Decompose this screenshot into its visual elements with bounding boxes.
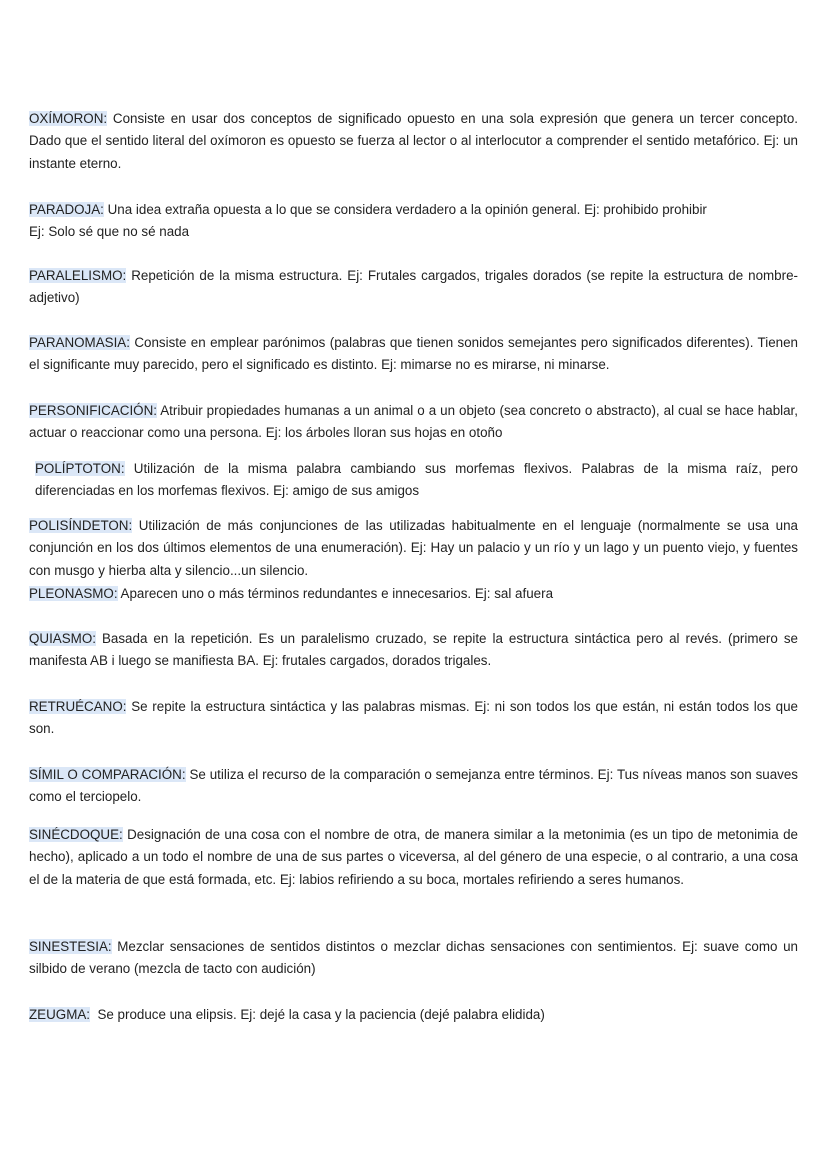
- definition: Consiste en emplear parónimos (palabras que tienen sonidos semejantes pero significados diferentes). Tienen el significante muy parecido, pero el significado es distinto. Ej: mimarse no es mirarse, ni minarse.: [29, 335, 798, 373]
- term-label: SINESTESIA:: [29, 939, 112, 954]
- term-label: QUIASMO:: [29, 631, 96, 646]
- entry-poliptoton: [35, 458, 798, 503]
- definition: Utilización de más conjunciones de las utilizadas habitualmente en el lenguaje (normalmente se usa una conjunción en los dos últimos elementos de una enumeración). Ej: Hay un palacio y un río y un lago y un puento viejo, y fuentes con musgo y hierba alta y silencio...un silencio.: [29, 518, 798, 578]
- term-label: PARADOJA:: [29, 202, 104, 217]
- entry-paralelismo: [29, 265, 798, 310]
- term-label: ZEUGMA:: [29, 1007, 91, 1022]
- term-label: PLEONASMO:: [29, 586, 118, 601]
- definition: Basada en la repetición. Es un paralelismo cruzado, se repite la estructura sintáctica pero al revés. (primero se manifesta AB i luego se manifiesta BA. Ej: frutales cargados, dorados trigales.: [29, 631, 798, 669]
- definition: Repetición de la misma estructura. Ej: Frutales cargados, trigales dorados (se repite la estructura de nombre-adjetivo): [29, 268, 798, 306]
- term-label: POLÍPTOTON:: [35, 461, 125, 476]
- entry-quiasmo: [29, 628, 798, 673]
- term-label: OXÍMORON:: [29, 111, 108, 126]
- entry-paranomasia: [29, 332, 798, 377]
- term-label: PARANOMASIA:: [29, 335, 130, 350]
- term-label: RETRUÉCANO:: [29, 699, 127, 714]
- definition: Utilización de la misma palabra cambiando sus morfemas flexivos. Palabras de la misma raíz, pero diferenciadas en los morfemas flexivos. Ej: amigo de sus amigos: [35, 461, 798, 499]
- entry-simil: [29, 764, 798, 809]
- entry-personificacion: [29, 400, 798, 445]
- definition: Se produce una elipsis. Ej: dejé la casa y la paciencia (dejé palabra elidida): [90, 1007, 545, 1022]
- definition: Se utiliza el recurso de la comparación o semejanza entre términos. Ej: Tus níveas manos son suaves como el terciopelo.: [29, 767, 798, 805]
- definition: Una idea extraña opuesta a lo que se considera verdadero a la opinión general. Ej: prohibido prohibir: [103, 202, 707, 217]
- term-label: SÍMIL O COMPARACIÓN:: [29, 767, 186, 782]
- entry-oximoron: [29, 108, 798, 175]
- entry-paradoja: [29, 199, 798, 244]
- entry-retruecano: [29, 696, 798, 741]
- term-label: PARALELISMO:: [29, 268, 127, 283]
- definition: Se repite la estructura sintáctica y las palabras mismas. Ej: ni son todos los que están, ni están todos los que son.: [29, 699, 798, 737]
- term-label: PERSONIFICACIÓN:: [29, 403, 157, 418]
- entry-sinestesia: [29, 936, 798, 981]
- entry-pleonasmo: [29, 583, 798, 605]
- definition: Designación de una cosa con el nombre de otra, de manera similar a la metonimia (es un tipo de metonimia de hecho), aplicado a un todo el nombre de una de sus partes o viceversa, al del género de una especie, o al contrario, a una cosa el de la materia de que está formada, etc. Ej: labios refiriendo a su boca, mortales refiriendo a seres humanos.: [29, 827, 798, 887]
- entry-zeugma: [29, 1004, 798, 1026]
- definition-example: Ej: Solo sé que no sé nada: [29, 224, 190, 240]
- term-label: POLISÍNDETON:: [29, 518, 133, 533]
- entry-sinecdoque: [29, 824, 798, 891]
- definition: Atribuir propiedades humanas a un animal o a un objeto (sea concreto o abstracto), al cual se hace hablar, actuar o reaccionar como una persona. Ej: los árboles lloran sus hojas en otoño: [29, 403, 798, 441]
- definition: Aparecen uno o más términos redundantes e innecesarios. Ej: sal afuera: [117, 586, 554, 601]
- definition: Consiste en usar dos conceptos de significado opuesto en una sola expresión que genera un tercer concepto. Dado que el sentido literal del oxímoron es opuesto se fuerza al lector o al interlocutor a comprender el sentido metafórico. Ej: un instante eterno.: [29, 111, 798, 171]
- definition: Mezclar sensaciones de sentidos distintos o mezclar dichas sensaciones con sentimientos. Ej: suave como un silbido de verano (mezcla de tacto con audición): [29, 939, 798, 977]
- entry-polisindeton: [29, 515, 798, 582]
- term-label: SINÉCDOQUE:: [29, 827, 123, 842]
